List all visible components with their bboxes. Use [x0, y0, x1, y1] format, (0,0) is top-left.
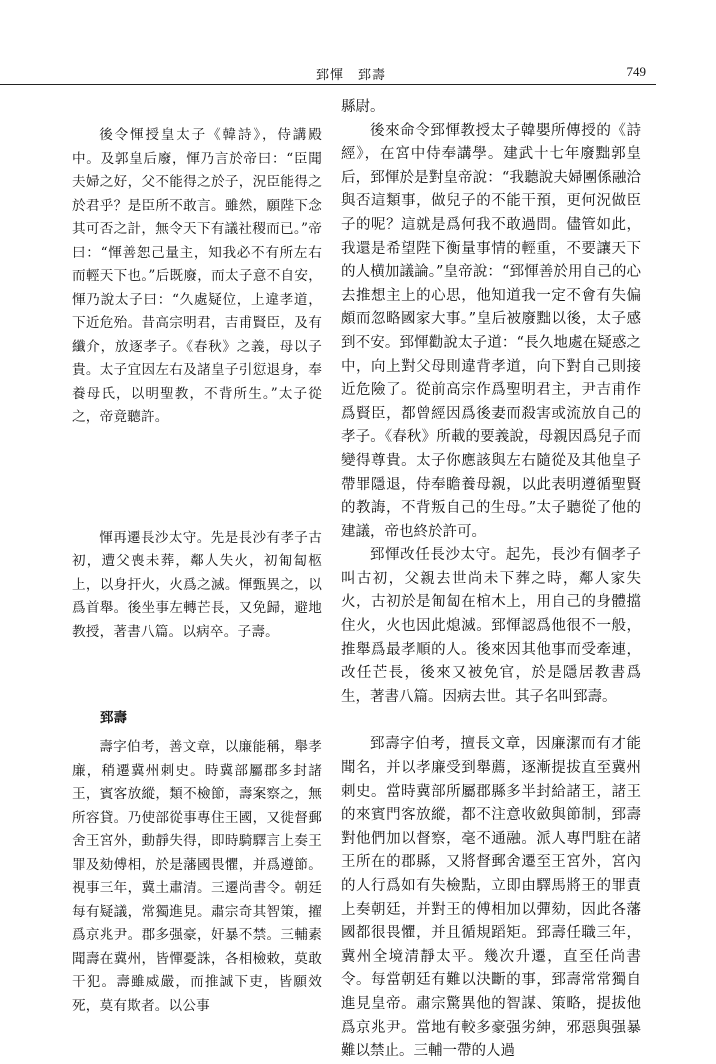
classical-text-column — [72, 96, 322, 1014]
translation-paragraph: 郅壽字伯考，擅長文章，因廉潔而有才能聞名，并以孝廉受到舉薦，逐漸提拔直至冀州刺史。當時冀部所屬郡縣多半封給諸王，諸王的來賓門客放縱，都不注意收斂與節制，郅壽對他們加以督察，毫不通融。派人專門駐在諸王所在的郡縣，又將督郵舍遷至王宮外，宮內的人行爲如有失檢點，立即由驛馬將王的罪責上奏朝廷，并對王的傅相加以彈劾，因此各藩國都很畏懼，并且循規蹈矩。郅壽任職三年，冀州全境清靜太平。幾次升遷，直至任尚書令。每當朝廷有難以決斷的事，郅壽常常獨自進見皇帝。肅宗驚異他的智謀、策略，提拔他爲京兆尹。當地有較多豪强劣紳，邪惡與强暴難以禁止。三輔一帶的人過 — [341, 736, 641, 1060]
classical-paragraph: 壽字伯考，善文章，以廉能稱，舉孝廉，稍遷冀州刺史。時冀部屬郡多封諸王，賓客放縱，類不檢節，壽案察之，無所容貸。乃使部從事專住王國，又徙督郵舍王宮外，動靜失得，即時騎驛言上奏王罪及劾傅相，於是藩國畏懼，并爲遵節。視事三年，冀土肅清。三遷尚書令。朝廷每有疑議，常獨進見。肅宗奇其智策，擢爲京兆尹。郡多强豪，奸暴不禁。三輔素聞壽在冀州，皆憚憂誅，各相檢敕，莫敢干犯。壽雖威嚴，而推誠下吏，皆願效死，莫有欺者。以公事 — [72, 739, 322, 1014]
translation-paragraph: 縣尉。 — [341, 99, 385, 115]
translation-column — [341, 96, 641, 1060]
header-rule — [0, 84, 656, 85]
classical-paragraph: 後令惲授皇太子《韓詩》，侍講殿中。及郭皇后廢，惲乃言於帝曰：“臣聞夫婦之好，父不能得之於子，況臣能得之於君乎？是臣所不敢言。雖然，願陛下念其可否之計，無令天下有議社稷而已。”帝曰：“惲善恕己量主，知我必不有所左右而輕天下也。”后既廢，而太子意不自安，惲乃說太子曰：“久處疑位，上違孝道，下近危殆。昔高宗明君，吉甫賢臣，及有纖介，放逐孝子。《春秋》之義，母以子貴。太子宜因左右及諸皇子引愆退身，奉養母氏，以明聖教，不背所生。”太子從之，帝竟聽許。 — [72, 127, 322, 425]
running-title: 郅惲 郅壽 — [316, 68, 387, 83]
page-number: 749 — [626, 64, 646, 79]
page-header — [0, 58, 716, 88]
section-title: 郅壽 — [100, 710, 127, 726]
translation-paragraph: 郅惲改任長沙太守。起先，長沙有個孝子叫古初，父親去世尚未下葬之時，鄰人家失火，古初於是匍匐在棺木上，用自己的身體擋住火，火也因此熄滅。郅惲認爲他很不一般，推舉爲最孝順的人。後來因其他事而受牽連，改任芒長，後來又被免官，於是隱居教書爲生，著書八篇。因病去世。其子名叫郅壽。 — [341, 547, 641, 705]
translation-paragraph: 後來命令郅惲教授太子韓嬰所傳授的《詩經》，在宮中侍奉講學。建武十七年廢黜郭皇后，郅惲於是對皇帝說：“我聽說夫婦團係融洽與否這類事，做兒子的不能干預，更何況做臣子的呢？這就是爲何我不敢過問。儘管如此，我還是希望陛下衡量事情的輕重，不要讓天下的人横加議論。”皇帝說：“郅惲善於用自己的心去推想主上的心思，他知道我一定不會有失偏頗而忽略國家大事。”皇后被廢黜以後，太子感到不安。郅惲勸說太子道：“長久地處在疑惑之中，向上對父母則違背孝道，向下對自己則接近危險了。從前高宗作爲聖明君主，尹吉甫作爲賢臣，都曾經因爲後妻而殺害或流放自己的孝子。《春秋》所載的要義說，母親因爲兒子而變得尊貴。太子你應該與左右隨從及其他皇子帶罪隱退，侍奉瞻養母親，以此表明遵循聖賢的教誨，不背叛自己的生母。”太子聽從了他的建議，帝也終於許可。 — [341, 122, 641, 540]
classical-paragraph: 惲再遷長沙太守。先是長沙有孝子古初，遭父喪未葬，鄰人失火，初匍匐柩上，以身扞火，火爲之滅。惲甄異之，以爲首舉。後坐事左轉芒長，又免歸，避地教授，著書八篇。以病卒。子壽。 — [72, 529, 322, 640]
